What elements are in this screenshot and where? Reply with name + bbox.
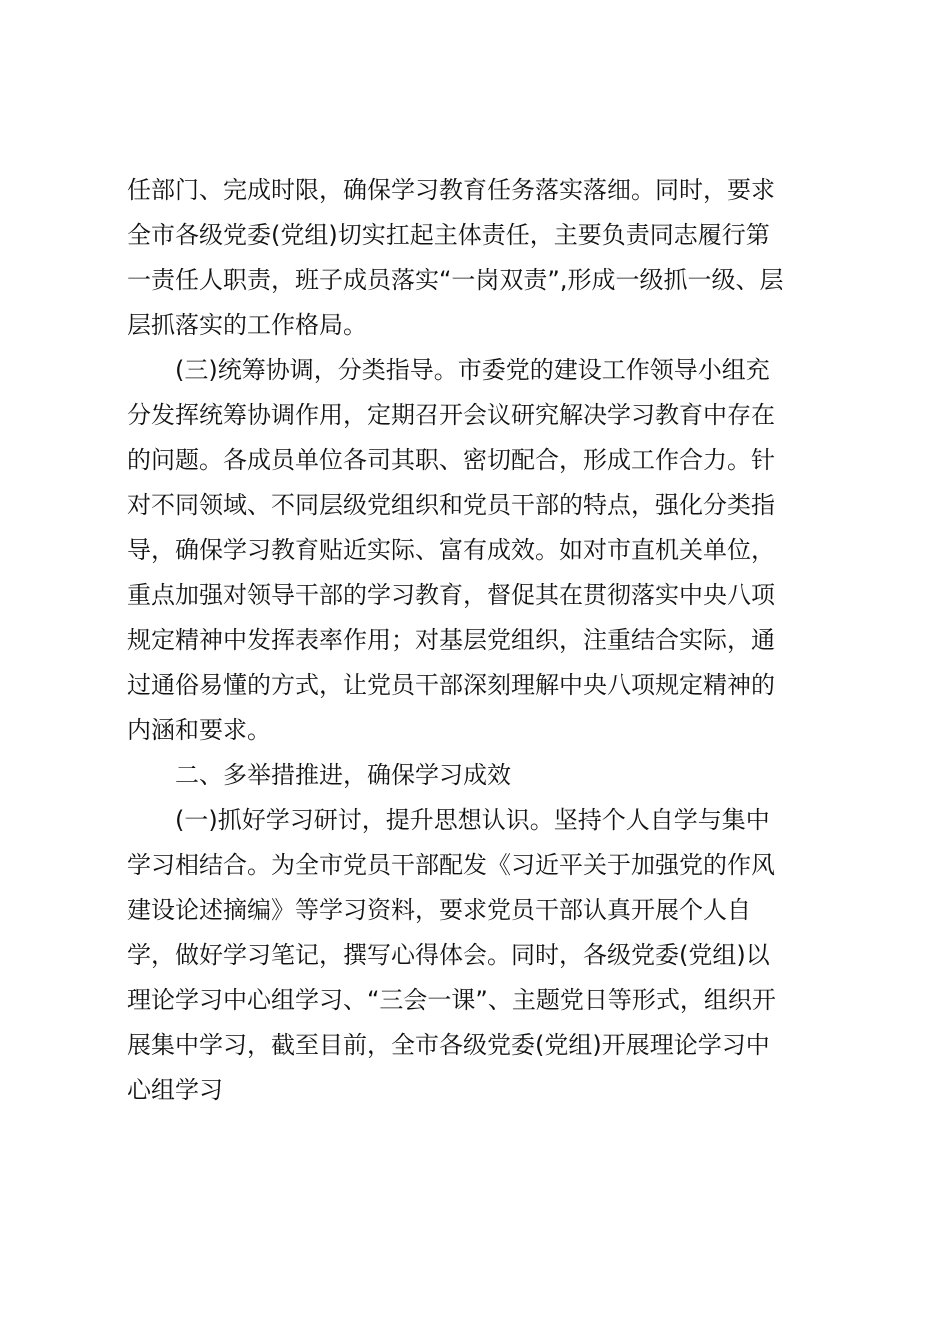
text-line: 心组学习 [127, 1076, 223, 1104]
document-body [127, 168, 827, 1113]
text-line: 任部门、完成时限，确保学习教育任务落实落细。同时，要求 [127, 176, 775, 204]
heading-text: 二、多举措推进，确保学习成效 [175, 761, 511, 789]
text-line: 重点加强对领导干部的学习教育，督促其在贯彻落实中央八项 [127, 581, 775, 609]
text-line: 层抓落实的工作格局。 [127, 311, 367, 339]
text-line: 对不同领域、不同层级党组织和党员干部的特点，强化分类指 [127, 491, 775, 519]
text-line: 学习相结合。为全市党员干部配发《习近平关于加强党的作风 [127, 851, 775, 879]
paragraph-continuation [127, 168, 827, 348]
text-line: 分发挥统筹协调作用，定期召开会议研究解决学习教育中存在 [127, 401, 775, 429]
text-line: 展集中学习，截至目前，全市各级党委(党组)开展理论学习中 [127, 1031, 770, 1059]
text-line: (一)抓好学习研讨，提升思想认识。坚持个人自学与集中 [175, 806, 770, 834]
paragraph-coordination [127, 348, 827, 753]
paragraph-study-discussion [127, 798, 827, 1113]
text-line: 规定精神中发挥表率作用；对基层党组织，注重结合实际，通 [127, 626, 775, 654]
text-line: (三)统筹协调，分类指导。市委党的建设工作领导小组充 [175, 356, 770, 384]
text-line: 理论学习中心组学习、“三会一课”、主题党日等形式，组织开 [127, 986, 776, 1014]
text-line: 的问题。各成员单位各司其职、密切配合，形成工作合力。针 [127, 446, 775, 474]
text-line: 导，确保学习教育贴近实际、富有成效。如对市直机关单位， [127, 536, 775, 564]
text-line: 全市各级党委(党组)切实扛起主体责任，主要负责同志履行第 [127, 221, 770, 249]
text-line: 建设论述摘编》等学习资料，要求党员干部认真开展个人自 [127, 896, 751, 924]
text-line: 学，做好学习笔记，撰写心得体会。同时，各级党委(党组)以 [127, 941, 770, 969]
text-line: 一责任人职责，班子成员落实“一岗双责”,形成一级抓一级、层 [127, 266, 784, 294]
section-heading [127, 753, 827, 798]
text-line: 内涵和要求。 [127, 716, 271, 744]
text-line: 过通俗易懂的方式，让党员干部深刻理解中央八项规定精神的 [127, 671, 775, 699]
